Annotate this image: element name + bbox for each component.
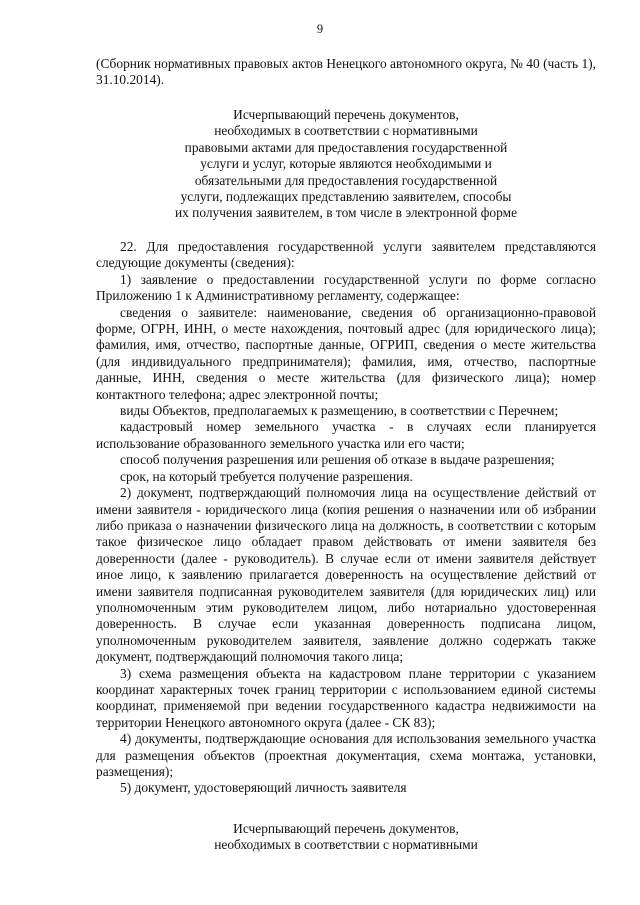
heading-line: Исчерпывающий перечень документов, bbox=[233, 107, 459, 122]
paragraph-term: срок, на который требуется получение разрешения. bbox=[120, 468, 413, 484]
intro-block bbox=[96, 56, 596, 89]
page-number: 9 bbox=[316, 22, 324, 36]
paragraph-cadastral-number: кадастровый номер земельного участка - в случаях если планируется использование образованного земельного участка или его части; bbox=[96, 419, 596, 451]
intro-text: (Сборник нормативных правовых актов Ненецкого автономного округа, № 40 (часть 1), 31.10.2014). bbox=[96, 56, 596, 88]
paragraph-authority-document: 2) документ, подтверждающий полномочия лица на осуществление действий от имени заявителя - юридического лица (копия решения о назначении или об избрании либо приказа о назначении физического лица на должность, в соответствии с которым такое физическое лицо обладает правом действовать от имени заявителя без доверенности (далее - руководитель). В случае если от имени заявителя действует иное лицо, к заявлению прилагается доверенность на осуществление действий от имени заявителя подписанная руководителем заявителя (для юридических лиц) или уполномоченным этим руководителем лицом, либо нотариально удостоверенная доверенность. В случае если указанная доверенность подписана лицом, уполномоченным руководителем заявителя, заявление должно содержать также документ, подтверждающий полномочия такого лица; bbox=[96, 485, 596, 665]
heading-line: услуги и услуг, которые являются необходимыми и bbox=[200, 156, 492, 172]
paragraph-applicant-info: сведения о заявителе: наименование, сведения об организационно-правовой форме, ОГРН, ИНН, о месте нахождения, почтовый адрес (для юридического лица); фамилия, имя, отчество, паспортные данные, ОГРИП, сведения о месте жительства (для индивидуального предпринимателя); фамилия, имя, отчество, паспортные данные, ИНН, сведения о месте жительства (для физического лица); номер контактного телефона; адрес электронной почты; bbox=[96, 304, 596, 402]
paragraph-identity-document: 5) документ, удостоверяющий личность заявителя bbox=[120, 780, 407, 796]
paragraph-placement-scheme: 3) схема размещения объекта на кадастровом плане территории с указанием координат характерных точек границ территории с использованием единой системы координат, применяемой при ведении государственного кадастра недвижимости на территории Ненецкого автономного округа (далее - СК 83); bbox=[96, 665, 596, 730]
heading-line: обязательными для предоставления государственной bbox=[194, 172, 498, 188]
section-heading-2 bbox=[96, 821, 596, 854]
heading-line: необходимых в соответствии с нормативными bbox=[214, 123, 478, 139]
paragraph-item-22: 22. Для предоставления государственной услуги заявителем представляются следующие документы (сведения): bbox=[96, 239, 596, 271]
paragraph-application: 1) заявление о предоставлении государственной услуги по форме согласно Приложению 1 к Административному регламенту, содержащее: bbox=[96, 271, 596, 304]
heading-line: правовыми актами для предоставления государственной bbox=[184, 139, 508, 155]
main-content bbox=[96, 239, 596, 797]
heading-line: Исчерпывающий перечень документов, bbox=[233, 821, 459, 836]
paragraph-receipt-method: способ получения разрешения или решения об отказе в выдаче разрешения; bbox=[120, 452, 555, 468]
paragraph-object-types: виды Объектов, предполагаемых к размещению, в соответствии с Перечнем; bbox=[120, 403, 559, 419]
paragraph-basis-documents: 4) документы, подтверждающие основания для использования земельного участка для размещения объектов (проектная документация, схема монтажа, установки, размещения); bbox=[96, 731, 596, 779]
heading-line: их получения заявителем, в том числе в электронной форме bbox=[174, 205, 518, 221]
heading-line: услуги, подлежащих представлению заявителем, способы bbox=[180, 189, 512, 205]
heading-line: необходимых в соответствии с нормативными bbox=[214, 837, 478, 853]
section-heading-1 bbox=[96, 107, 596, 222]
